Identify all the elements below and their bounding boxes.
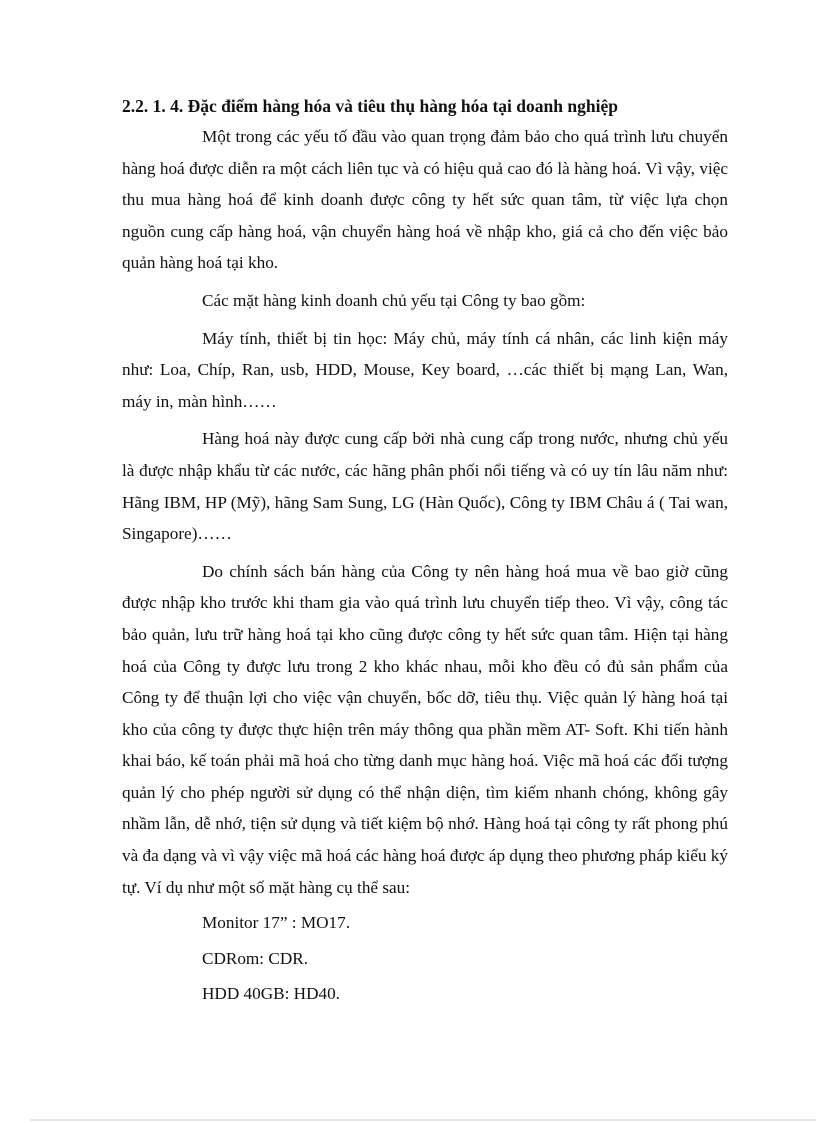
paragraph-warehouse-policy: Do chính sách bán hàng của Công ty nên hàng hoá mua về bao giờ cũng được nhập kho trước khi tham gia vào quá trình lưu chuyển tiếp theo. Vì vậy, công tác bảo quản, lưu trữ hàng hoá tại kho cũng được công ty hết sức quan tâm. Hiện tại hàng hoá của Công ty được lưu trong 2 kho khác nhau, mỗi kho đều có đủ sản phẩm của Công ty để thuận lợi cho việc vận chuyển, bốc dỡ, tiêu thụ. Việc quản lý hàng hoá tại kho của công ty được thực hiện trên máy thông qua phần mềm AT- Soft. Khi tiến hành khai báo, kế toán phải mã hoá cho từng danh mục hàng hoá. Việc mã hoá các đối tượng quản lý cho phép người sử dụng có thể nhận diện, tìm kiếm nhanh chóng, không gây nhầm lẫn, dễ nhớ, tiện sử dụng và tiết kiệm bộ nhớ. Hàng hoá tại công ty rất phong phú và đa dạng và vì vậy việc mã hoá các hàng hoá được áp dụng theo phương pháp kiểu ký tự. Ví dụ như một số mặt hàng cụ thể sau:	[122, 561, 728, 897]
paragraph-computer-devices: Máy tính, thiết bị tin học: Máy chủ, máy tính cá nhân, các linh kiện máy như: Loa, Chíp, Ran, usb, HDD, Mouse, Key board, …các thiết bị mạng Lan, Wan, máy in, màn hình……	[122, 328, 728, 411]
paragraph-suppliers: Hàng hoá này được cung cấp bởi nhà cung cấp trong nước, nhưng chủ yếu là được nhập khẩu từ các nước, các hãng phân phối nổi tiếng và có uy tín lâu năm như: Hãng IBM, HP (Mỹ), hãng Sam Sung, LG (Hàn Quốc), Công ty IBM Châu á ( Tai wan, Singapore)……	[122, 429, 728, 544]
example-item: CDRom: CDR.	[202, 948, 309, 968]
paragraph-intro: Một trong các yếu tố đầu vào quan trọng đảm bảo cho quá trình lưu chuyển hàng hoá được diễn ra một cách liên tục và có hiệu quả cao đó là hàng hoá. Vì vậy, việc thu mua hàng hoá để kinh doanh được công ty hết sức quan tâm, từ việc lựa chọn nguồn cung cấp hàng hoá, vận chuyển hàng hoá về nhập kho, giá cả cho đến việc bảo quản hàng hoá tại kho.	[122, 127, 728, 273]
example-item: HDD 40GB: HD40.	[202, 984, 340, 1004]
section-heading: 2.2. 1. 4. Đặc điểm hàng hóa và tiêu thụ hàng hóa tại doanh nghiệp	[122, 96, 618, 116]
page-bottom-edge	[30, 1119, 816, 1121]
example-item: Monitor 17” : MO17.	[202, 913, 350, 933]
document-body	[122, 94, 728, 1012]
paragraph-product-lines: Các mặt hàng kinh doanh chủ yếu tại Công ty bao gồm:	[202, 290, 586, 310]
